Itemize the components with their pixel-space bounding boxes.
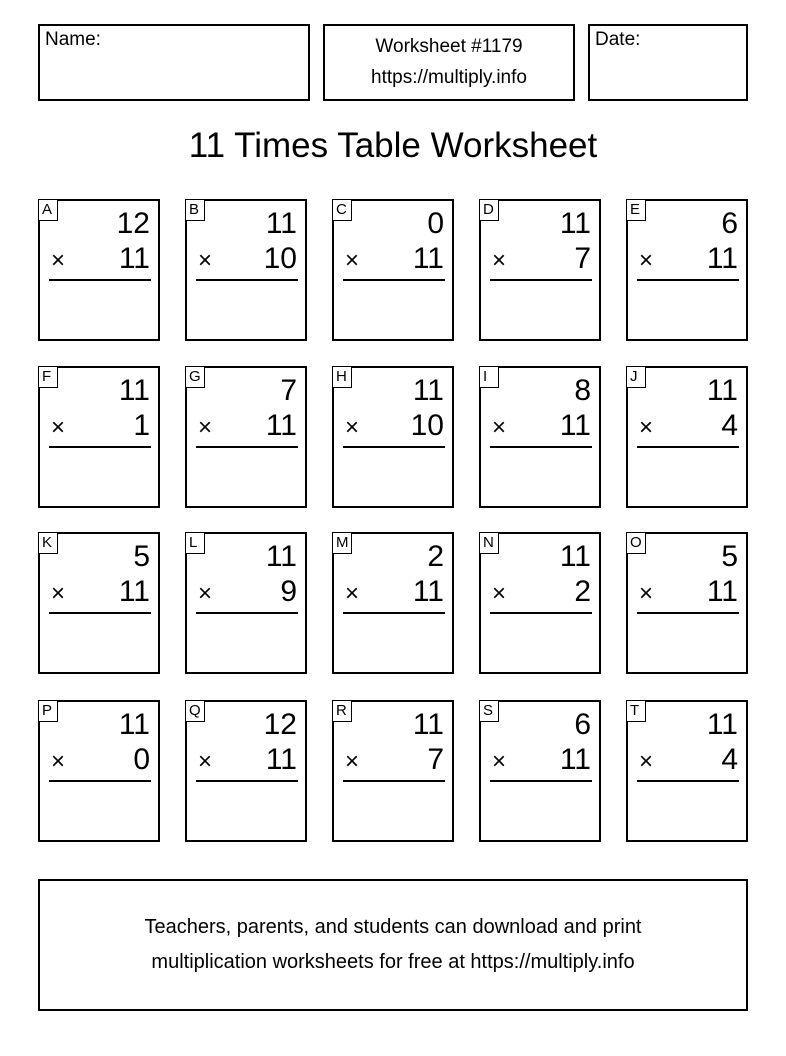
answer-line (343, 780, 445, 782)
multiplier: 4 (721, 743, 738, 776)
problem-letter: G (185, 366, 205, 388)
multiply-sign: × (51, 580, 66, 607)
multiply-sign: × (198, 247, 213, 274)
answer-line (49, 780, 151, 782)
problem-letter: R (332, 700, 352, 722)
problem-letter: T (626, 700, 646, 722)
problem-box[interactable] (479, 532, 601, 674)
multiplicand: 11 (559, 207, 591, 240)
multiplicand: 11 (412, 374, 444, 407)
problem-letter: J (626, 366, 646, 388)
problem-box[interactable] (38, 366, 160, 508)
problem-letter: P (38, 700, 58, 722)
problem-box[interactable] (479, 700, 601, 842)
multiplicand: 12 (263, 708, 297, 741)
multiplier: 11 (265, 409, 297, 442)
problem-box[interactable] (626, 366, 748, 508)
answer-line (343, 279, 445, 281)
multiplier: 11 (559, 743, 591, 776)
problem-letter: L (185, 532, 205, 554)
answer-line (196, 279, 298, 281)
problem-box[interactable] (185, 199, 307, 341)
multiplier: 11 (118, 242, 150, 275)
problem-letter: K (38, 532, 58, 554)
problem-box[interactable] (332, 199, 454, 341)
answer-line (49, 279, 151, 281)
answer-line (490, 279, 592, 281)
multiplier: 11 (265, 743, 297, 776)
multiply-sign: × (198, 580, 213, 607)
multiplier: 11 (412, 575, 444, 608)
problem-box[interactable] (479, 366, 601, 508)
multiplicand: 6 (574, 708, 591, 741)
multiplier: 10 (410, 409, 444, 442)
answer-line (637, 446, 739, 448)
answer-line (196, 612, 298, 614)
answer-line (49, 612, 151, 614)
multiply-sign: × (198, 414, 213, 441)
problem-box[interactable] (185, 700, 307, 842)
problem-letter: F (38, 366, 58, 388)
multiply-sign: × (639, 748, 654, 775)
problem-letter: M (332, 532, 352, 554)
multiplicand: 5 (721, 540, 738, 573)
multiply-sign: × (345, 580, 360, 607)
multiplicand: 11 (118, 708, 150, 741)
multiply-sign: × (345, 748, 360, 775)
multiplier: 0 (133, 743, 150, 776)
multiplier: 11 (706, 575, 738, 608)
answer-line (196, 780, 298, 782)
problem-letter: B (185, 199, 205, 221)
multiplicand: 2 (427, 540, 444, 573)
multiplicand: 11 (265, 540, 297, 573)
multiplier: 9 (280, 575, 297, 608)
multiply-sign: × (345, 247, 360, 274)
name-label: Name: (45, 29, 101, 50)
problem-letter: H (332, 366, 352, 388)
multiplicand: 11 (559, 540, 591, 573)
multiplicand: 11 (412, 708, 444, 741)
multiply-sign: × (51, 748, 66, 775)
multiplier: 11 (706, 242, 738, 275)
problem-letter: N (479, 532, 499, 554)
footer-line-2: multiplication worksheets for free at https://multiply.info (151, 951, 635, 973)
problem-letter: I (479, 366, 499, 388)
answer-line (196, 446, 298, 448)
problem-letter: S (479, 700, 499, 722)
problem-letter: E (626, 199, 646, 221)
answer-line (490, 446, 592, 448)
multiplicand: 5 (133, 540, 150, 573)
worksheet-number: Worksheet #1179 (375, 36, 523, 57)
multiply-sign: × (639, 247, 654, 274)
multiplicand: 12 (116, 207, 150, 240)
footer-line-1: Teachers, parents, and students can download and print (144, 916, 642, 938)
multiplicand: 0 (427, 207, 444, 240)
problem-box[interactable] (185, 532, 307, 674)
multiplier: 1 (133, 409, 150, 442)
worksheet-url: https://multiply.info (371, 67, 527, 88)
footer-box (38, 879, 748, 1011)
multiplicand: 11 (706, 708, 738, 741)
multiply-sign: × (492, 414, 507, 441)
multiplier: 4 (721, 409, 738, 442)
multiply-sign: × (639, 414, 654, 441)
answer-line (637, 612, 739, 614)
page-title: 11 Times Table Worksheet (188, 126, 598, 165)
problem-box[interactable] (332, 700, 454, 842)
problem-letter: D (479, 199, 499, 221)
multiplier: 7 (427, 743, 444, 776)
answer-line (343, 612, 445, 614)
problem-letter: A (38, 199, 58, 221)
multiply-sign: × (345, 414, 360, 441)
multiplicand: 6 (721, 207, 738, 240)
answer-line (637, 780, 739, 782)
problem-box[interactable] (185, 366, 307, 508)
multiply-sign: × (492, 748, 507, 775)
multiplier: 11 (559, 409, 591, 442)
multiplier: 11 (412, 242, 444, 275)
multiply-sign: × (51, 414, 66, 441)
problem-box[interactable] (38, 532, 160, 674)
problem-box[interactable] (479, 199, 601, 341)
multiplicand: 11 (118, 374, 150, 407)
problem-box[interactable] (38, 199, 160, 341)
problem-letter: C (332, 199, 352, 221)
multiply-sign: × (639, 580, 654, 607)
problem-box[interactable] (626, 532, 748, 674)
answer-line (490, 612, 592, 614)
date-label: Date: (595, 29, 641, 50)
problem-letter: O (626, 532, 646, 554)
multiply-sign: × (198, 748, 213, 775)
multiplier: 10 (263, 242, 297, 275)
multiplicand: 8 (574, 374, 591, 407)
multiplier: 7 (574, 242, 591, 275)
multiplicand: 7 (280, 374, 297, 407)
problem-box[interactable] (626, 199, 748, 341)
answer-line (343, 446, 445, 448)
problem-box[interactable] (626, 700, 748, 842)
multiply-sign: × (51, 247, 66, 274)
multiplicand: 11 (265, 207, 297, 240)
multiplier: 2 (574, 575, 591, 608)
multiplicand: 11 (706, 374, 738, 407)
multiplier: 11 (118, 575, 150, 608)
multiply-sign: × (492, 247, 507, 274)
problem-letter: Q (185, 700, 205, 722)
answer-line (637, 279, 739, 281)
problem-box[interactable] (332, 532, 454, 674)
problem-box[interactable] (38, 700, 160, 842)
answer-line (49, 446, 151, 448)
problem-box[interactable] (332, 366, 454, 508)
multiply-sign: × (492, 580, 507, 607)
answer-line (490, 780, 592, 782)
